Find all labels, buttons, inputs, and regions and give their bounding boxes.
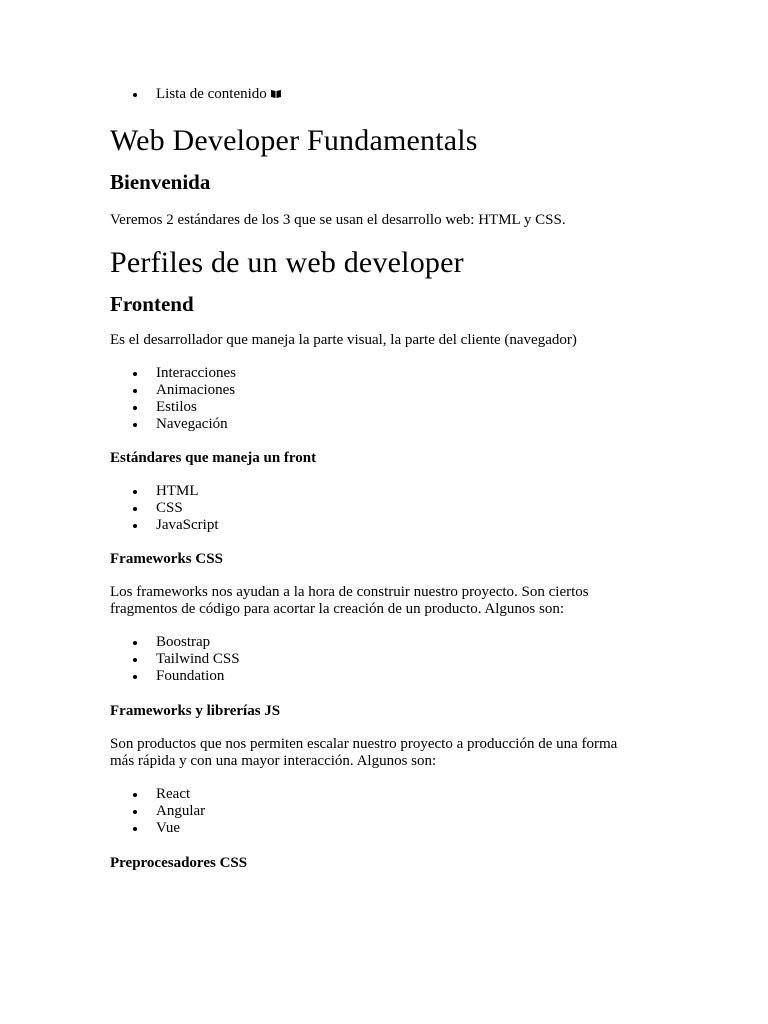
preprocessors-heading: Preprocesadores CSS xyxy=(110,855,248,871)
css-frameworks-list xyxy=(110,634,670,685)
css-frameworks-text-line2: fragmentos de código para acortar la creación de un producto. Algunos son: xyxy=(110,601,565,617)
list-item: Estilos xyxy=(110,399,670,416)
toc-list xyxy=(110,86,670,103)
list-item: Vue xyxy=(110,820,670,837)
toc-label[interactable]: Lista de contenido xyxy=(156,86,267,102)
page-title: Web Developer Fundamentals xyxy=(110,124,478,157)
css-frameworks-heading: Frameworks CSS xyxy=(110,551,223,567)
js-frameworks-heading: Frameworks y librerías JS xyxy=(110,703,281,719)
list-item: Animaciones xyxy=(110,382,670,399)
welcome-heading: Bienvenida xyxy=(110,170,211,194)
frontend-heading: Frontend xyxy=(110,292,194,316)
list-item: React xyxy=(110,786,670,803)
css-frameworks-text-line1: Los frameworks nos ayudan a la hora de construir nuestro proyecto. Son ciertos xyxy=(110,584,589,600)
list-item: Interacciones xyxy=(110,365,670,382)
css-frameworks-text xyxy=(110,584,670,618)
document-page xyxy=(110,86,670,872)
welcome-text: Veremos 2 estándares de los 3 que se usan el desarrollo web: HTML y CSS. xyxy=(110,212,566,228)
frontend-list xyxy=(110,365,670,433)
toc-item[interactable] xyxy=(110,86,670,103)
frontend-text: Es el desarrollador que maneja la parte visual, la parte del cliente (navegador) xyxy=(110,332,577,348)
list-item: Boostrap xyxy=(110,634,670,651)
js-frameworks-text xyxy=(110,736,670,770)
list-item: JavaScript xyxy=(110,517,670,534)
standards-list xyxy=(110,483,670,534)
list-item: CSS xyxy=(110,500,670,517)
js-frameworks-text-line2: más rápida y con una mayor interacción. Algunos son: xyxy=(110,753,437,769)
js-frameworks-text-line1: Son productos que nos permiten escalar nuestro proyecto a producción de una forma xyxy=(110,736,618,752)
book-icon xyxy=(270,89,282,99)
list-item: Angular xyxy=(110,803,670,820)
list-item: Tailwind CSS xyxy=(110,651,670,668)
js-frameworks-list xyxy=(110,786,670,837)
list-item: HTML xyxy=(110,483,670,500)
profiles-heading: Perfiles de un web developer xyxy=(110,246,464,279)
list-item: Navegación xyxy=(110,416,670,433)
list-item: Foundation xyxy=(110,668,670,685)
standards-heading: Estándares que maneja un front xyxy=(110,450,317,466)
